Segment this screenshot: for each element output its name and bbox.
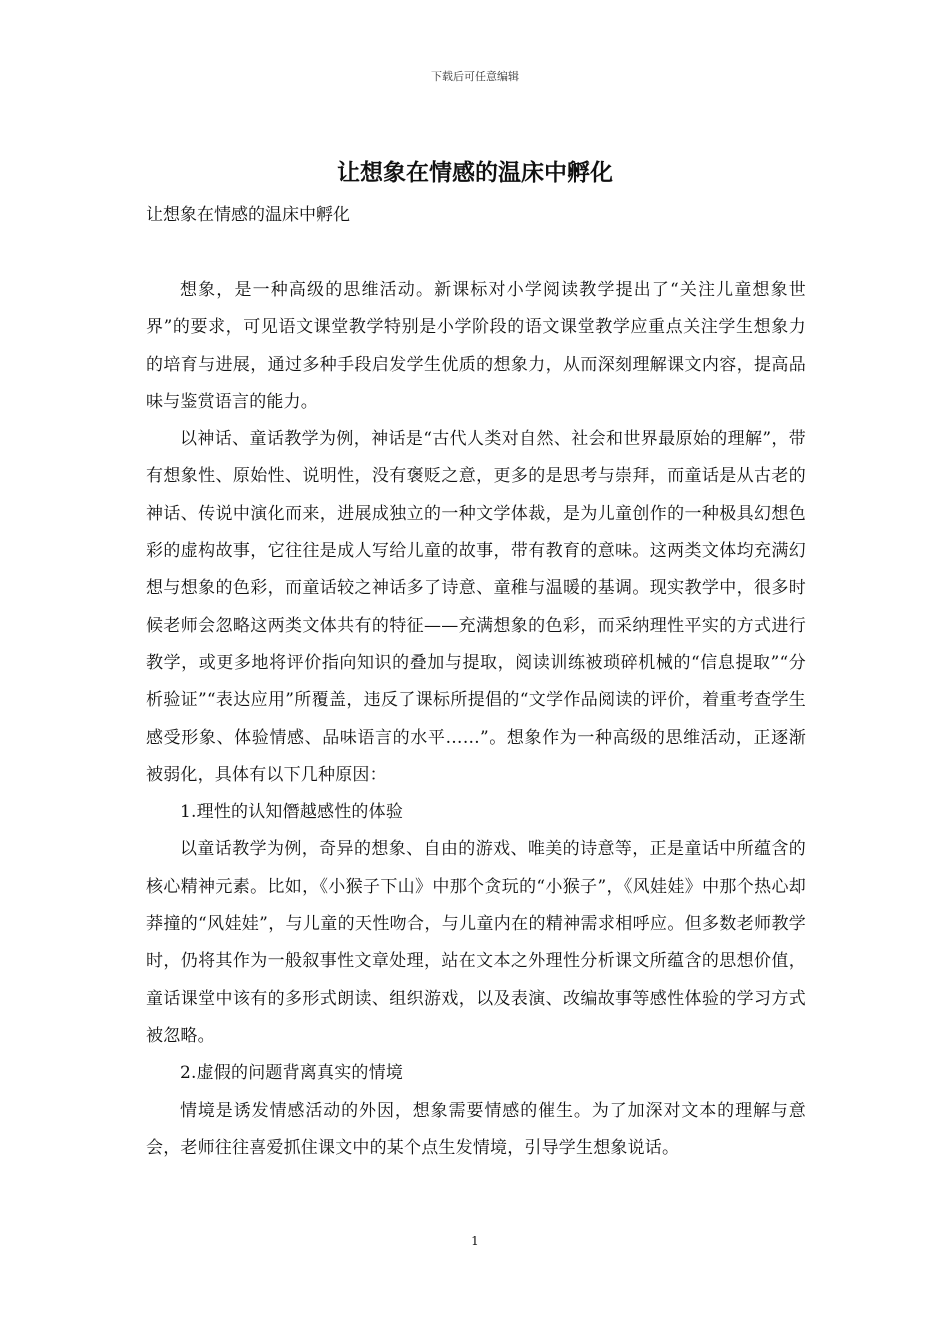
paragraph-section-2: 情境是诱发情感活动的外因，想象需要情感的催生。为了加深对文本的理解与意会，老师往往喜爱抓住课文中的某个点生发情境，引导学生想象说话。: [146, 1100, 806, 1158]
section-heading-2: 2.虚假的问题背离真实的情境: [180, 1063, 404, 1084]
document-subtitle: 让想象在情感的温床中孵化: [146, 205, 350, 225]
paragraph-intro: 想象，是一种高级的思维活动。新课标对小学阅读教学提出了“关注儿童想象世界”的要求，可见语文课堂教学特别是小学阶段的语文课堂教学应重点关注学生想象力的培育与进展，通过多种手段启发学生优质的想象力，从而深刻理解课文内容，提高品味与鉴赏语言的能力。: [146, 280, 806, 412]
paragraph-myth-fairy-tale: 以神话、童话教学为例，神话是“古代人类对自然、社会和世界最原始的理解”，带有想象性、原始性、说明性，没有褒贬之意，更多的是思考与崇拜，而童话是从古老的神话、传说中演化而来，进展成独立的一种文学体裁，是为儿童创作的一种极具幻想色彩的虚构故事，它往往是成人写给儿童的故事，带有教育的意味。这两类文体均充满幻想与想象的色彩，而童话较之神话多了诗意、童稚与温暖的基调。现实教学中，很多时候老师会忽略这两类文体共有的特征——充满想象的色彩，而采纳理性平实的方式进行教学，或更多地将评价指向知识的叠加与提取，阅读训练被琐碎机械的“信息提取”“分析验证”“表达应用”所覆盖，违反了课标所提倡的“文学作品阅读的评价，着重考查学生感受形象、体验情感、品味语言的水平……”。想象作为一种高级的思维活动，正逐渐被弱化，具体有以下几种原因：: [146, 429, 806, 785]
paragraph-section-1: 以童话教学为例，奇异的想象、自由的游戏、唯美的诗意等，正是童话中所蕴含的核心精神元素。比如，《小猴子下山》中那个贪玩的“小猴子”，《风娃娃》中那个热心却莽撞的“风娃娃”，与儿童的天性吻合，与儿童内在的精神需求相呼应。但多数老师教学时，仍将其作为一般叙事性文章处理，站在文本之外理性分析课文所蕴含的思想价值，童话课堂中该有的多形式朗读、组织游戏，以及表演、改编故事等感性体验的学习方式被忽略。: [146, 839, 806, 1046]
document-body: [146, 272, 806, 1167]
section-heading-1: 1.理性的认知僭越感性的体验: [180, 802, 404, 823]
page-header-note: 下载后可任意编辑: [431, 70, 519, 83]
document-title: 让想象在情感的温床中孵化: [337, 160, 613, 186]
page-number: 1: [471, 1234, 479, 1248]
